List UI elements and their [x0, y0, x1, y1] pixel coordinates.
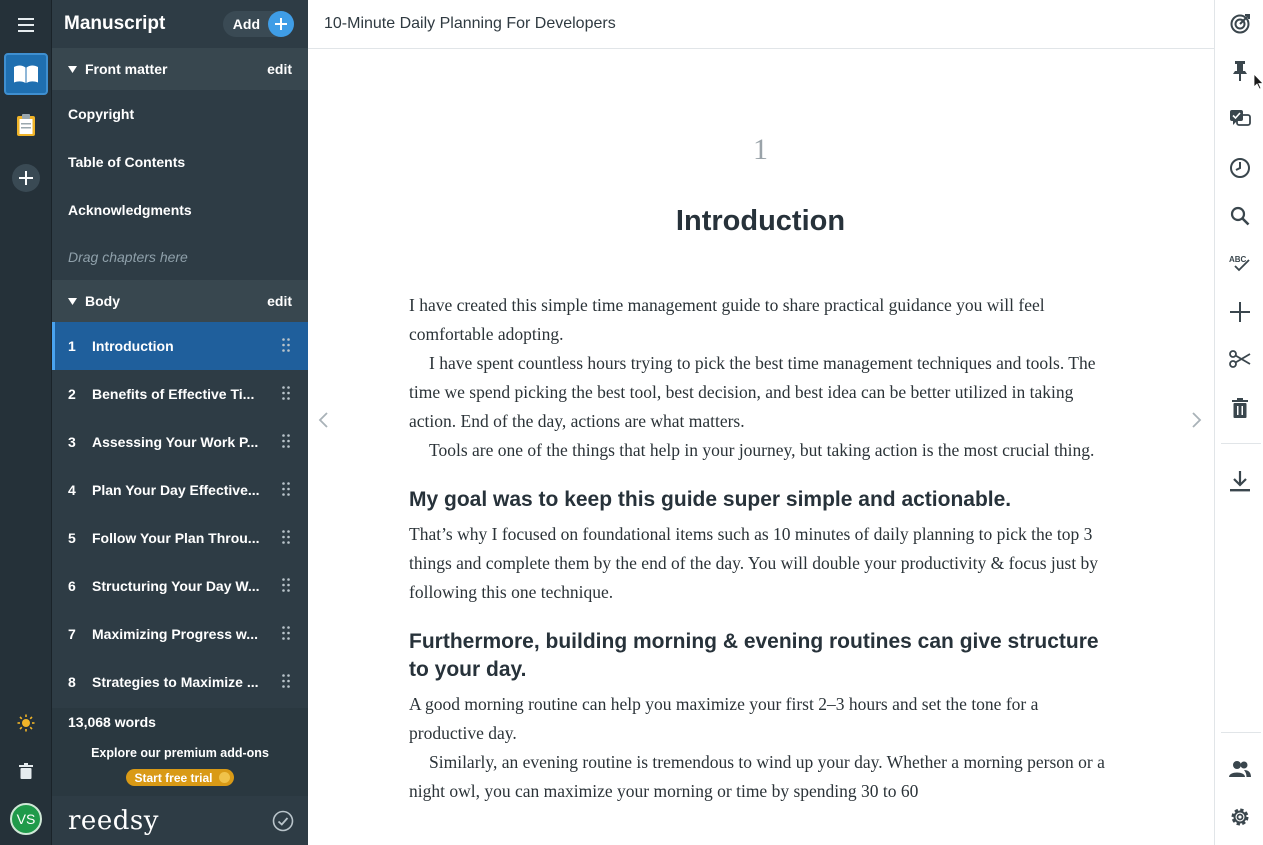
chapter-item-title: Plan Your Day Effective... [92, 482, 260, 498]
sidebar-header [52, 0, 308, 48]
chapter-body[interactable] [409, 291, 1112, 806]
chapter-item-title: Introduction [92, 338, 174, 354]
settings-icon[interactable] [1227, 804, 1253, 830]
chapter-title[interactable]: Introduction [675, 205, 846, 237]
drag-handle-icon[interactable] [282, 338, 290, 352]
editor-area [308, 49, 1214, 845]
theme-sun-icon[interactable] [4, 702, 48, 744]
menu-icon[interactable] [4, 4, 48, 46]
drag-handle-icon[interactable] [282, 434, 290, 448]
download-icon[interactable] [1227, 468, 1253, 494]
chapter-item[interactable] [52, 562, 308, 610]
chapter-number: 1 [753, 133, 768, 166]
chapter-item-number: 4 [68, 482, 76, 498]
paragraph[interactable]: A good morning routine can help you maximize your first 2–3 hours and set the tone for a productive day. [409, 694, 1039, 743]
front-matter-item-toc[interactable]: Table of Contents [68, 154, 186, 170]
chapter-item-number: 6 [68, 578, 76, 594]
paragraph[interactable]: I have created this simple time management guide to share practical guidance you will feel comfortable adopting. [409, 295, 1045, 344]
brand-footer [52, 796, 308, 845]
add-button-label: Add [232, 16, 260, 32]
drag-handle-icon[interactable] [282, 578, 290, 592]
body-label: Body [85, 293, 120, 309]
spellcheck-icon[interactable] [1227, 250, 1253, 276]
drag-handle-icon[interactable] [282, 530, 290, 544]
crown-icon [219, 772, 230, 783]
search-icon[interactable] [1227, 203, 1253, 229]
avatar[interactable]: VS [10, 803, 42, 835]
add-button[interactable] [223, 11, 294, 37]
sidebar-title: Manuscript [64, 13, 166, 34]
cut-icon[interactable] [1227, 346, 1253, 372]
chapter-item-title: Maximizing Progress w... [92, 626, 258, 642]
section-heading[interactable]: My goal was to keep this guide super simple and actionable. [409, 488, 1012, 511]
chapter-item-title: Assessing Your Work P... [92, 434, 259, 450]
trash-icon[interactable] [1227, 395, 1253, 421]
goal-icon[interactable] [1227, 11, 1253, 37]
trash-icon[interactable] [4, 750, 48, 792]
chapter-item-title: Benefits of Effective Ti... [92, 386, 255, 402]
chapter-item[interactable] [52, 322, 308, 370]
paragraph[interactable]: That’s why I focused on foundational items such as 10 minutes of daily planning to pick the top 3 things and complete them by the end of the day. You will double your productivity & focus just by following this one technique. [409, 524, 1099, 602]
promo-text: Explore our premium add-ons [91, 746, 269, 760]
trial-label: Start free trial [134, 770, 213, 785]
svg-text:ABC: ABC [1229, 255, 1247, 264]
book-title[interactable]: 10-Minute Daily Planning For Developers [324, 15, 616, 32]
body-edit-link[interactable]: edit [267, 293, 292, 309]
comments-icon[interactable] [1227, 106, 1253, 132]
drag-handle-icon[interactable] [282, 482, 290, 496]
drag-handle-icon[interactable] [282, 386, 290, 400]
chapter-item-number: 8 [68, 674, 76, 690]
reedsy-logo: reedsy [68, 805, 159, 836]
paragraph[interactable]: Tools are one of the things that help in your journey, but taking action is the most crucial thing. [429, 440, 1095, 460]
collaborators-icon[interactable] [1227, 756, 1253, 782]
word-count: 13,068 words [52, 708, 308, 736]
chapter-item-title: Strategies to Maximize ... [92, 674, 259, 690]
next-chapter-icon[interactable] [1192, 411, 1202, 434]
chapter-item-title: Structuring Your Day W... [92, 578, 260, 594]
plus-icon [268, 11, 294, 37]
mouse-cursor-icon [1254, 74, 1263, 95]
chapter-item[interactable] [52, 610, 308, 658]
drag-chapters-hint: Drag chapters here [68, 249, 188, 265]
history-icon[interactable] [1227, 155, 1253, 181]
chapter-item[interactable] [52, 370, 308, 418]
paragraph[interactable]: I have spent countless hours trying to pick the best time management techniques and tools. The time we spend picking the best tool, best decision, and best idea can be better utilized in taking action. End of the day, actions are what matters. [409, 353, 1096, 431]
add-icon[interactable] [1227, 299, 1253, 325]
front-matter-item-acknowledgments[interactable]: Acknowledgments [68, 202, 192, 218]
paragraph[interactable]: Similarly, an evening routine is tremendous to wind up your day. Whether a morning person or a night owl, you can maximize your morning or time by spending 30 to 60 [409, 752, 1105, 801]
front-matter-edit-link[interactable]: edit [267, 61, 292, 77]
chapter-item[interactable] [52, 658, 308, 706]
chapter-document[interactable] [409, 49, 1112, 806]
caret-down-icon [68, 66, 77, 73]
manuscript-book-icon[interactable] [4, 53, 48, 95]
book-title-bar [308, 0, 1214, 49]
front-matter-header[interactable] [52, 48, 308, 90]
front-matter-label: Front matter [85, 61, 168, 77]
add-circle-icon[interactable] [4, 157, 48, 199]
chapter-item-number: 2 [68, 386, 76, 402]
chapter-item-title: Follow Your Plan Throu... [92, 530, 260, 546]
toolbar-divider [1221, 732, 1261, 733]
chapter-list [52, 322, 308, 706]
chapter-item-number: 3 [68, 434, 76, 450]
caret-down-icon [68, 298, 77, 305]
pin-icon[interactable] [1227, 58, 1253, 84]
drag-handle-icon[interactable] [282, 626, 290, 640]
premium-promo [52, 736, 308, 796]
front-matter-item-copyright[interactable]: Copyright [68, 106, 135, 122]
drag-handle-icon[interactable] [282, 674, 290, 688]
chapter-item-number: 1 [68, 338, 76, 354]
left-rail [0, 0, 52, 845]
section-heading[interactable]: Furthermore, building morning & evening routines can give structure to your day. [409, 630, 1099, 681]
chapter-item-number: 7 [68, 626, 76, 642]
previous-chapter-icon[interactable] [318, 411, 328, 434]
body-header[interactable] [52, 280, 308, 322]
chapter-item[interactable] [52, 466, 308, 514]
chapter-item-number: 5 [68, 530, 76, 546]
chapter-item[interactable] [52, 418, 308, 466]
manuscript-sidebar [52, 0, 308, 845]
start-free-trial-button[interactable] [126, 769, 233, 786]
notes-clipboard-icon[interactable] [4, 104, 48, 146]
right-toolbar [1214, 0, 1263, 845]
toolbar-divider [1221, 443, 1261, 444]
chapter-item[interactable] [52, 514, 308, 562]
saved-check-icon [272, 810, 294, 832]
